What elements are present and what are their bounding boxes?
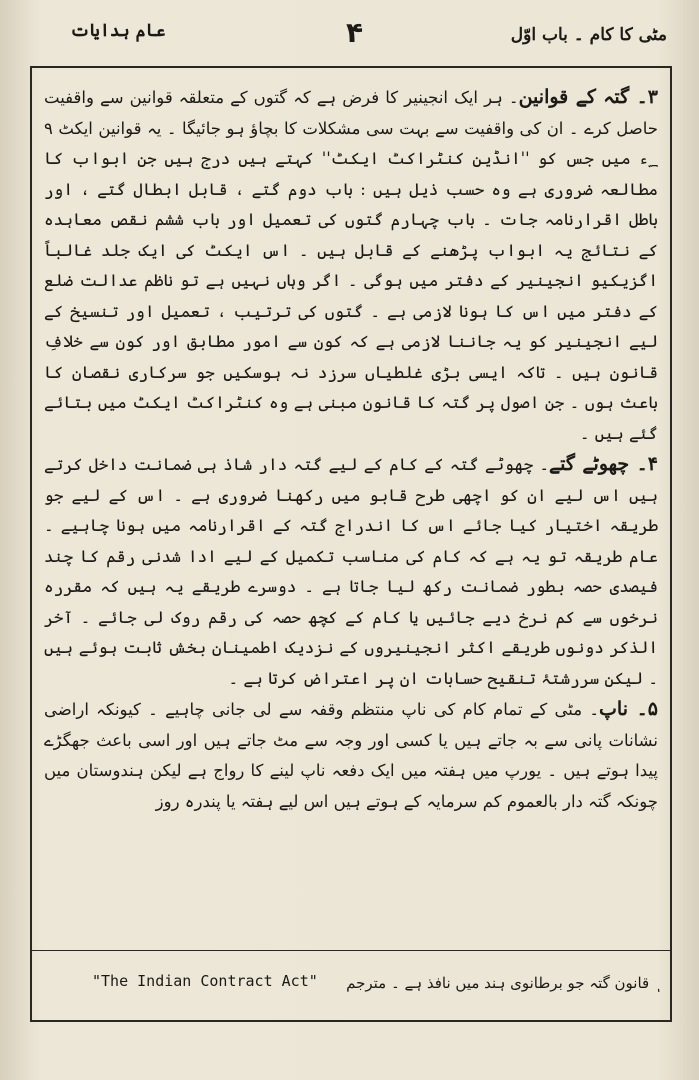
section-3-text: ۔ ہر ایک انجینیر کا فرض ہے کہ گتوں کے متعلقہ قوانین سے واقفیت حاصل کرے ۔ ان کی واقفیت سے بہت سی مشکلات کا بچاؤ ہو جائیگا ۔ یہ قوانین ایکٹ ۹ ؁ء میں جس کو ''انڈین کنٹراکٹ ایکٹ'' کہتے ہیں درج ہیں جن ابواب کا مطالعہ ضروری ہے وہ حسب ذیل ہیں : باب دوم گتے ، قابل ابطال گتے ، اور باطل اقرارنامہ جات ۔ باب چہارم گتوں کی تعمیل اور باب ششم نقص معاہدہ کے نتائج یہ ابواب پڑھنے کے قابل ہیں ۔ اس ایکٹ کی ایک جلد غالباً اگزیکیو انجینیر کے دفتر میں ہوگی ۔ اگر وہاں نہیں ہے تو ناظم عدالت ضلع کے دفتر میں اس کا ہونا لازمی ہے ۔ گتوں کی ترتیب ، تعمیل اور تنسیخ کے لیے انجینیر کو یہ جاننا لازمی ہے کہ کون سے امور مطابق اور کون سے خلافِ قانون ہیں ۔ تاکہ ایسی بڑی غلطیاں سرزد نہ ہوسکیں جو سرکاری نقصان کا باعث ہوں ۔ جن اصول پر گتہ کا قانون مبنی ہے وہ کنٹراکٹ ایکٹ میں بتائے گئے ہیں ۔ <box>44 88 658 443</box>
footnote-divider <box>32 950 670 951</box>
body-text <box>44 82 658 952</box>
running-header <box>70 16 667 56</box>
footnote-urdu: ٖ قانون گتہ جو برطانوی ہند میں نافذ ہے ۔ مترجم <box>346 974 654 992</box>
section-5-text: ۔ مٹی کے تمام کام کی ناپ منتظم وقفہ سے لی جانی چاہیے ۔ کیونکہ اراضی نشانات پانی سے بہ جاتے ہیں یا کسی اور وجہ سے مٹ جاتے ہیں اور اسی باعث جھگڑے پیدا ہوتے ہیں ۔ یورپ میں ہفتہ میں ایک دفعہ ناپ لینے کا رواج ہے لیکن ہندوستان میں چونکہ گتہ دار بالعموم کم سرمایہ کے ہوتے ہیں اس لیے ہفتہ یا پندرہ روز <box>44 700 658 811</box>
book-title: عام ہدایات <box>70 21 166 41</box>
section-4-text: ۔ چھوٹے گتہ کے کام کے لیے گتہ دار شاذ ہی ضمانت داخل کرتے ہیں اس لیے ان کو اچھی طرح قابو میں رکھنا ضروری ہے ۔ اس کے لیے جو طریقہ اختیار کیا جائے اس کا اندراج گتہ کے اقرارنامہ میں ہونا چاہیے ۔ عام طریقہ تو یہ ہے کہ کام کی مناسب تکمیل کے لیے ادا شدنی رقم کا چند فیصدی حصہ بطور ضمانت رکھ لیا جاتا ہے ۔ دوسرے طریقے یہ ہیں کہ مقررہ نرخوں سے کم نرخ دیے جائیں یا کام کے کچھ حصہ کی رقم روک لی جائے ۔ آخر الذکر دونوں طریقے اکثر انجینیروں کے نزدیک اطمینان بخش ثابت ہوئے ہیں ۔ لیکن سررشتۂ تنقیح حسابات ان پر اعتراض کرتا ہے ۔ <box>44 455 658 688</box>
footnote <box>32 956 670 1016</box>
section-5 <box>44 694 658 817</box>
page-number: ۴ <box>346 16 364 49</box>
chapter-title: مٹی کا کام ۔ باب اوّل <box>510 25 667 45</box>
footnote-english: "The Indian Contract Act" <box>92 972 318 990</box>
section-4 <box>44 449 658 694</box>
section-4-heading: ۴۔ چھوٹے گتے <box>549 453 659 475</box>
text-frame <box>30 66 672 1022</box>
section-3-heading: ۳۔ گتہ کے قوانین <box>518 86 658 108</box>
section-5-heading: ۵۔ ناپ <box>599 698 658 720</box>
section-3 <box>44 82 658 449</box>
